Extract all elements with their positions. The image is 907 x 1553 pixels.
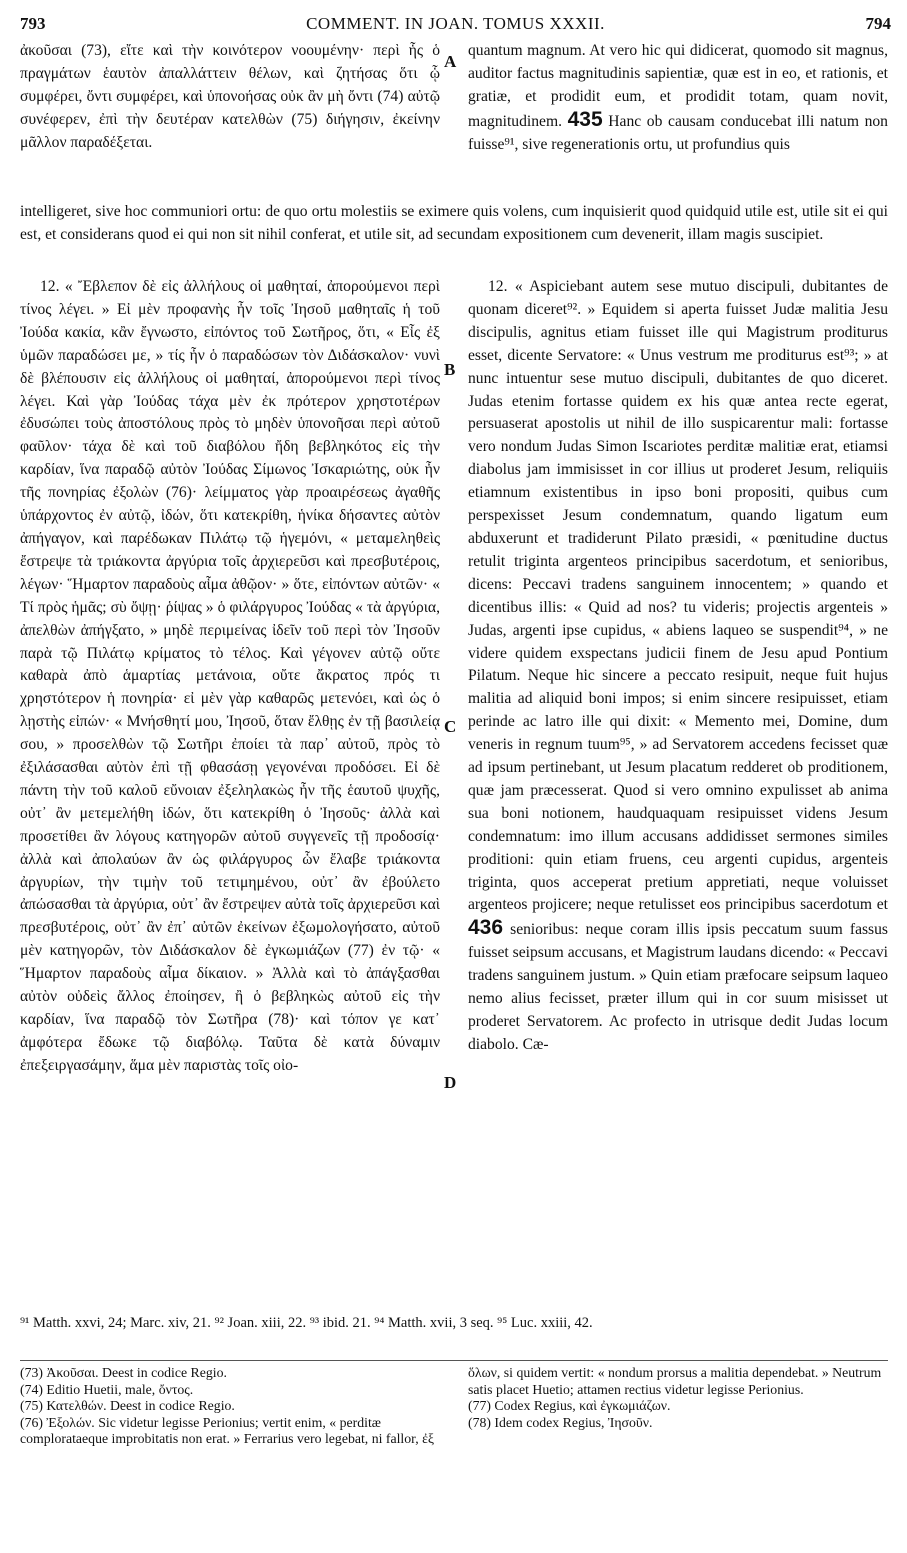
column-number-436: 436 [468, 916, 504, 940]
note-74: (74) Editio Huetii, male, ὄντος. [20, 1381, 194, 1397]
latin-paragraph-top [468, 40, 888, 157]
note-76: (76) Ἐξολών. Sic videtur legisse Perionius; vertit enim, « perditæ complorataeque improbitatis non erat. » Ferrarius vero legebat, ni fallor, ἐξ [20, 1414, 435, 1446]
greek-column-main [20, 276, 440, 1078]
running-title: COMMENT. IN JOAN. TOMUS XXXII. [306, 14, 605, 33]
note-76-continued: ὅλων, si quidem vertit: « nondum prorsus a malitia dependebat. » Neutrum satis placet Huetio; attamen rectius videtur legisse Perionius. [468, 1365, 882, 1397]
notes-divider [20, 1360, 888, 1361]
latin-column-top [468, 40, 888, 157]
margin-letter-c: C [444, 717, 457, 736]
margin-letter-a: A [444, 52, 457, 71]
note-77: (77) Codex Regius, καὶ ἐγκωμιάζων. [468, 1398, 671, 1413]
greek-paragraph-top: ἀκοῦσαι (73), εἴτε καὶ τὴν κοινότερον νοουμένην· περὶ ἧς ὁ πραγμάτων ἑαυτὸν ἀπαλλάττειν θέλων, καὶ ζητήσας ὅτι ᾧ συμφέρει, ὄντι συμφέρει, καὶ ὑπονοήσας οὐκ ἂν μὴ ὄντι (74) αὐτῷ συνέφερεν, ἐπὶ τὴν δευτέραν κατελθὼν (75) διήγησιν, ἐκείνην μᾶλλον παραδέξεται. [20, 42, 440, 151]
notes-right-column [468, 1365, 888, 1431]
column-number-435: 435 [567, 107, 603, 131]
greek-column-top [20, 40, 440, 155]
note-78: (78) Idem codex Regius, Ἰησοῦν. [468, 1414, 653, 1430]
latin-text-main-a: 12. « Aspiciebant autem sese mutuo discipuli, dubitantes de quonam diceret⁹². » Equidem si aperta fuisset Judæ malitia Jesu discipulis, agnitus etiam fuisset ille qui Magistrum proditurus esset, dicente Servatore: « Unus vestrum me proditurus est⁹³; » at nunc intuentur sese mutuo discipuli, dubitantes de quo diceret. Judas etenim fortasse quidem ex his quæ antea recte egerat, persuaserat apostolis ut nihil de illo suspicarentur mali: fortasse vero nondum Judas Simon Iscariotes perditæ malitiæ erat, etiamsi diabolus jam immisisset in cor illius ut proderet Jesum, reliquiis etiamnum existentibus in ipso boni propositi, quibus cum perspexisset Jesum condemnatum, quando ligatum eum abduxerunt et tradiderunt Pilato præsidi, « pœnitudine ductus retulit triginta argenteos principibus sacerdotum, et senioribus, dicens: Peccavi tradens sanguinem innocentem; » quando et dicentibus illis: « Quid ad nos? tu videris; projectis argenteis » Judas, argenti ipse cupidus, « abiens laqueo se suspendit⁹⁴, » ne videre quidem exspectans judicii finem de Jesu apud Pontium Pilatum. Neque hic sincere a peccato resipuit, neque fuit hujus malitia ad aliquid boni impos; si enim sincere resipuisset, etiam perinde ac latro ille qui dixit: « Memento mei, Domine, dum veneris in regnum tuum⁹⁵, » ad Servatorem accedens fecisset quæ ad ipsum pertinebant, ut Jesum placatum redderet ob proditionem, quæ jam præcesserat. Quod si vero omnino expulisset ab anima sua boni notionem, haudquaquam resipuisset videns Jesum condemnatum: imo illum accusans addidisset sermones similes proditioni: quin etiam fruens, ceu argenti cupidus, argenteis triginta, quos acceperat pretium appretiati, neque voluisset argenteos projicere; neque retulisset eos principibus sacerdotum et [468, 278, 888, 914]
latin-column-main [468, 276, 888, 1057]
greek-paragraph-12: 12. « Ἔβλεπον δὲ εἰς ἀλλήλους οἱ μαθηταί, ἀπορούμενοι περὶ τίνος λέγει. » Εἰ μὲν προφανὴς ἦν τοῖς Ἰησοῦ μαθηταῖς ἡ τοῦ Ἰούδα κακία, κἂν ἔγνωστο, εἰπόντος τοῦ Σωτῆρος, ὅτι, « Εἷς ἐξ ὑμῶν παραδώσει με, » τίς ἦν ὁ παραδώσων τὸν Διδάσκαλον· νυνὶ δὲ βλέπουσιν εἰς ἀλλήλους οἱ μαθηταί, ἀπορούμενοι περὶ τίνος λέγει. Καὶ γὰρ Ἰούδας τάχα μὲν ἐκ πρότερον χρηστοτέρων ἐδυσώπει τοὺς ἀποστόλους πρὸς τὸ μηδὲν ὑπονοῆσαι περὶ αὐτοῦ φαῦλον· τάχα δὲ καὶ τοῦ διαβόλου ἤδη βεβληκότος εἰς τὴν καρδίαν, ἵνα παραδῷ αὐτὸν Ἰούδας Σίμωνος Ἰσκαριώτης, οὐκ ἦν τῆς πονηρίας ἐξολὼν (76)· λείμματος γὰρ προαιρέσεως ἀγαθῆς ὑπάρχοντος ἐν αὐτῷ, ἰδών, ὅτι κατεκρίθη, ἡνίκα δήσαντες αὐτὸν ἀπήγαγον, καὶ παρέδωκαν Πιλάτῳ τῷ ἡγεμόνι, « μεταμεληθεὶς ἔστρεψε τὰ τριάκοντα ἀργύρια τοῖς ἀρχιερεῦσι καὶ πρεσβυτέροις, λέγων· Ἥμαρτον παραδοὺς αἷμα ἀθῷον· » ὅτε, εἰπόντων αὐτῶν· « Τί πρὸς ἡμᾶς; σὺ ὄψῃ· ῥίψας » ὁ φιλάργυρος Ἰούδας « τὰ ἀργύρια, ἀπελθὼν ἀπήγξατο, » μηδὲ περιμείνας ἰδεῖν τοῦ περὶ τὸν Ἰησοῦν παρὰ τῷ Πιλάτῳ κρίματος τὸ τέλος. Καὶ γέγονεν αὐτῷ οὔτε καθαρὰ ἀπὸ ἁμαρτίας μετάνοια, οὔτε ἄκρατος πρός τι χρηστότερον ἡ πονηρία· εἰ μὲν γὰρ καθαρῶς μετενόει, καὶ ὡς ὁ λῃστὴς εἰπών· « Μνήσθητί μου, Ἰησοῦ, ὅταν ἔλθῃς ἐν τῇ βασιλείᾳ σου, » προσελθὼν τῷ Σωτῆρι ἐποίει τὰ παρ᾽ αὐτοῦ, πρὸς τὸ ἐξιλάσασθαι αὐτὸν ἐπὶ τῇ φθασάσῃ γεγονέναι προδόσει. Εἰ δὲ πάντη τὴν τοῦ καλοῦ εὔνοιαν ἐξεληλακὼς ἦν τῆς ἑαυτοῦ ψυχῆς, οὐτ᾽ ἂν μετεμελήθη ἰδών, ὅτι κατεκρίθη ὁ Ἰησοῦς· ἀλλὰ καὶ προσετίθει ἂν λόγους κατηγορῶν αὐτοῦ συγγενεῖς τῇ προδοσίᾳ· ἀλλὰ καὶ ἀπολαύων ἂν ὡς φιλάργυρος ὧν ἔλαβε τριάκοντα ἀργυρίων, τὴν τιμὴν τοῦ τετιμημένου, οὐτ᾽ ἂν ἐβούλετο ἀπώσασθαι τὰ ἀργύρια, οὐτ᾽ ἂν ἔστρεψεν αὐτὰ τοῖς ἀρχιερεῦσι καὶ πρεσβυτέροις, οὐτ᾽ ἂν ἐπ᾽ αὐτῶν ἐκείνων ἐξωμολογήσατο, αὐτοῦ μὲν κατηγορῶν, τὸν Διδάσκαλον δὲ ἐγκωμιάζων (77) ἐν τῷ· « Ἥμαρτον παραδοὺς αἷμα δίκαιον. » Ἀλλὰ καὶ τὸ ἀπάγξασθαι αὐτὸν οὐδεὶς ἄλλος ἐποίησεν, ἢ ὁ βεβληκὼς αὐτοῦ εἰς τὴν καρδίαν, ἵνα παραδῷ τὸν Σωτῆρα (78)· καὶ τόπον γε κατ᾽ ἀμφότερα ἔδωκε τῷ διαβόλῳ. Ταῦτα δὲ κατὰ δύναμιν ἐπεξειργασάμην, ἅμα μὲν παριστὰς τοῖς οἰο- [20, 278, 440, 1074]
margin-letter-b: B [444, 360, 456, 379]
note-75: (75) Κατελθών. Deest in codice Regio. [20, 1398, 235, 1413]
running-header [20, 14, 891, 36]
latin-text-main-b: senioribus: neque coram illis ipsis peccatum suum fassus fuisset seipsum accusans, et Magistrum laudans dicendo: « Peccavi tradens sanguinem justum. » Quin etiam præfocare seipsum laqueo nemo alius fecisset, præter illum qui in cor suum misisset ut proderet Servatorem. Ac profecto in utrisque dedit Judas locum diabolo. Cæ- [468, 921, 888, 1053]
note-73: (73) Ἀκοῦσαι. Deest in codice Regio. [20, 1365, 227, 1380]
scripture-footnotes: ⁹¹ Matth. xxvi, 24; Marc. xiv, 21. ⁹² Joan. xiii, 22. ⁹³ ibid. 21. ⁹⁴ Matth. xvii, 3 seq. ⁹⁵ Luc. xxiii, 42. [20, 1315, 593, 1331]
latin-text-top-a: quantum magnum. At vero hic qui didicerat, quomodo sit magnus, auditor factus magnitudinis sapientiæ, quæ est in eo, et rationis, et gratiæ, et prodidit eum, et prodidit totam, quam novit, magnitudinem. [468, 42, 888, 130]
latin-paragraph-12 [468, 276, 888, 1057]
latin-fullwidth-continuation: intelligeret, sive hoc communiori ortu: de quo ortu molestiis se eximere quis volens, cum inquisierit quod quidquid utile est, utile sit ei qui est, et considerans quod ei qui non sit nihil conferat, et utile sit, ad secundam expositionem cum devenerit, illam magis suscipiet. [20, 203, 888, 243]
latin-text-top-b: Hanc ob causam conducebat illi natum non fuisse⁹¹, sive regenerationis ortu, ut profundius quis [468, 112, 888, 153]
margin-letter-d: D [444, 1073, 457, 1092]
page-number-right: 794 [865, 14, 891, 33]
page-number-left: 793 [20, 14, 46, 33]
notes-left-column [20, 1365, 438, 1448]
